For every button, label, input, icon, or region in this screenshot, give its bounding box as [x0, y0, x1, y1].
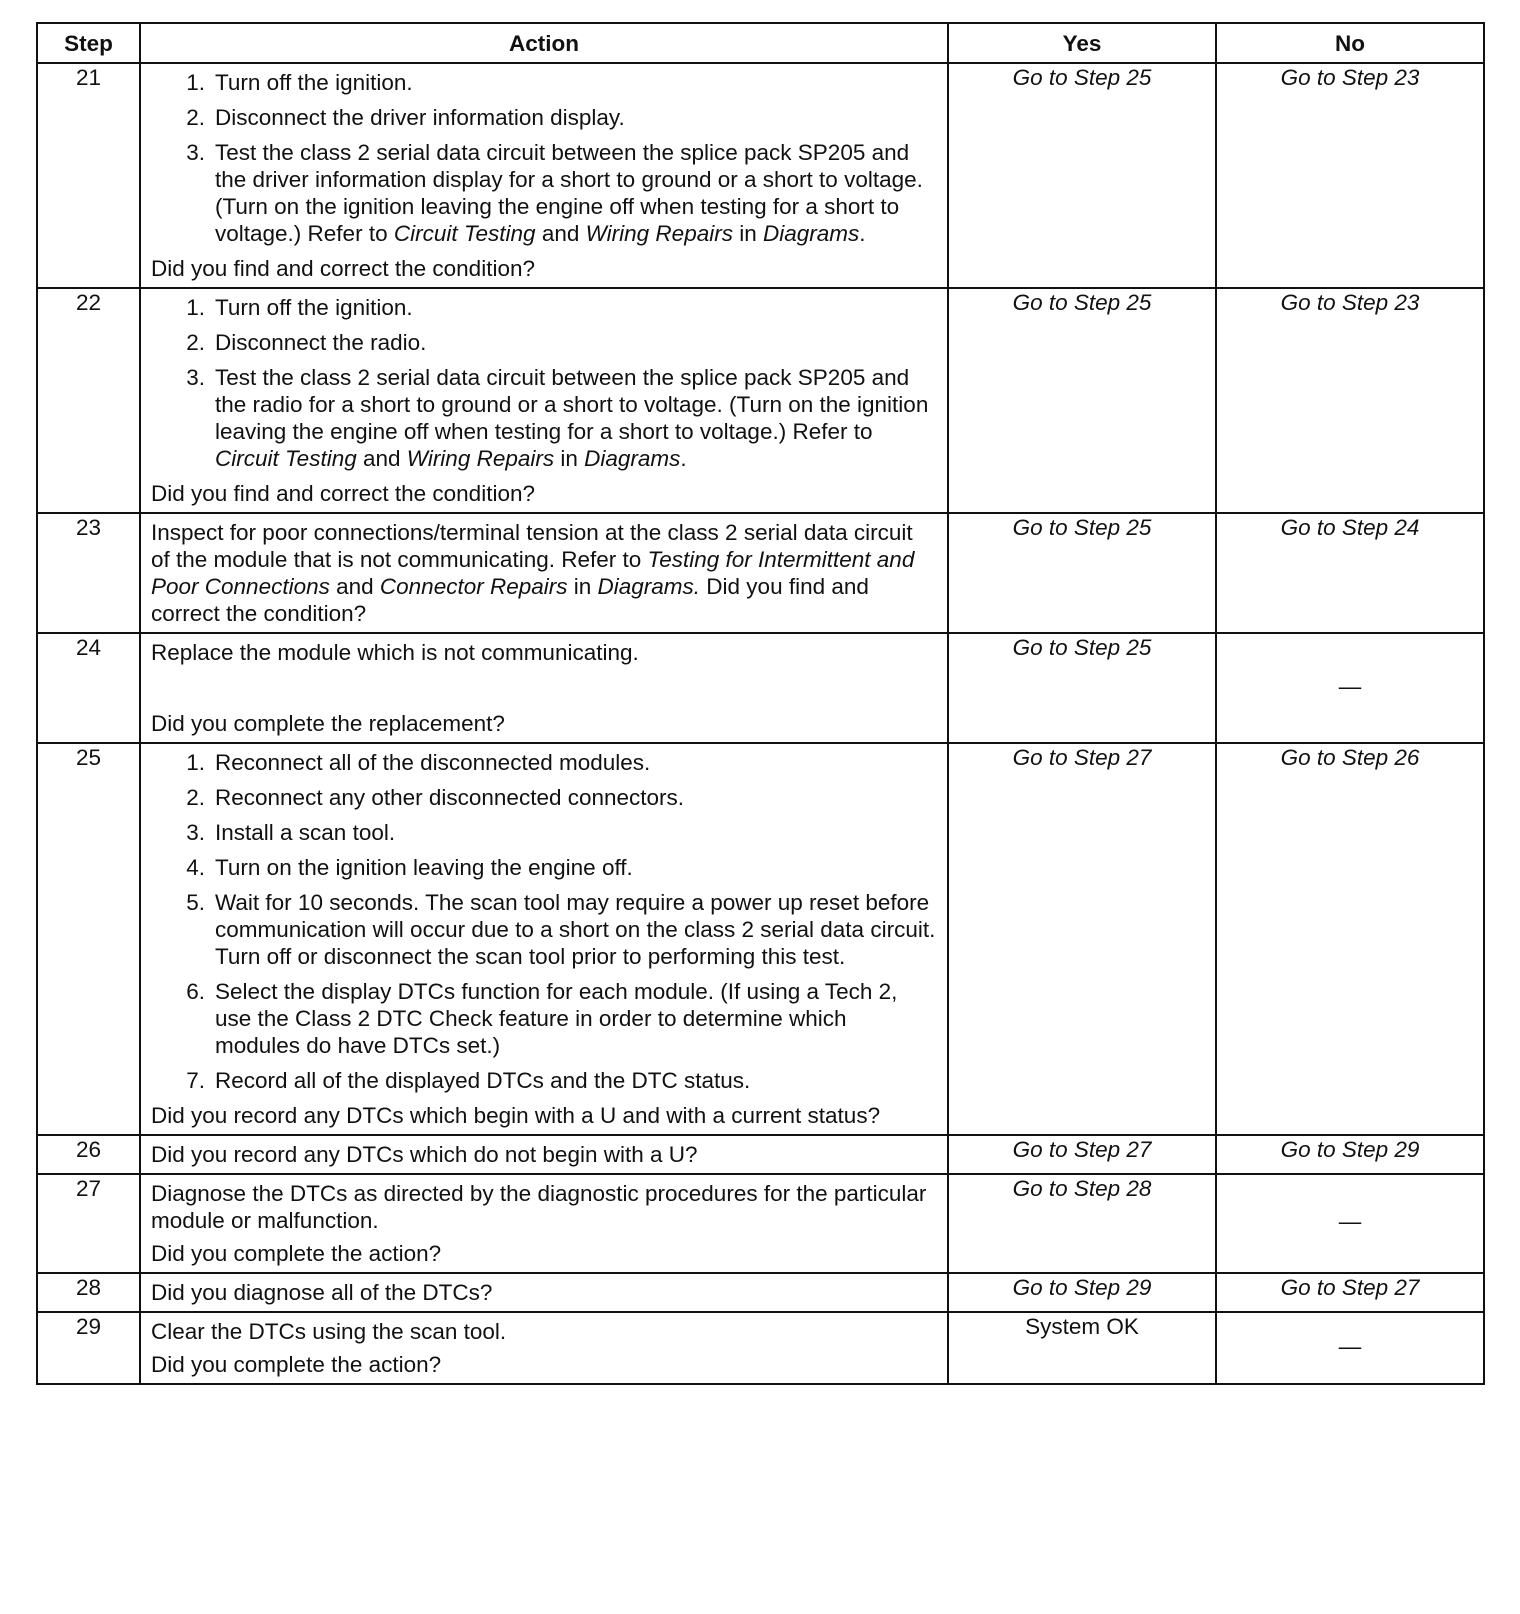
action-list [151, 294, 937, 472]
action-text [151, 519, 937, 627]
action-cell [140, 513, 948, 633]
item-number: 6. [186, 979, 205, 1004]
no-result: — [1216, 1312, 1484, 1384]
item-text: in [554, 446, 585, 471]
item-text: Reconnect all of the disconnected modules. [215, 750, 651, 775]
yes-result: Go to Step 29 [948, 1273, 1216, 1312]
list-item [151, 69, 937, 96]
item-text: Disconnect the driver information display. [215, 105, 625, 130]
list-item [151, 294, 937, 321]
action-cell [140, 288, 948, 513]
table-row-step-29 [37, 1312, 1484, 1384]
step-number: 23 [37, 513, 140, 633]
question-text: Did you find and correct the condition? [151, 256, 535, 281]
step-number: 29 [37, 1312, 140, 1384]
item-text: Turn off the ignition. [215, 70, 413, 95]
item-text: Inspect for poor connections/terminal tension at the class 2 serial data circuit of the module that is not communicating. Refer to [151, 520, 913, 572]
item-text: in [732, 221, 763, 246]
question-text: Did you find and correct the condition? [151, 481, 535, 506]
action-text: Replace the module which is not communicating. [151, 640, 639, 665]
item-number: 4. [186, 855, 205, 880]
item-text: and [329, 574, 380, 599]
reference-wiring-repairs: Wiring Repairs [406, 446, 555, 471]
action-cell [140, 1174, 948, 1273]
reference-circuit-testing: Circuit Testing [215, 446, 357, 471]
question-text: Did you record any DTCs which begin with a U and with a current status? [151, 1103, 881, 1128]
action-cell [140, 1273, 948, 1312]
item-text: in [567, 574, 598, 599]
action-cell [140, 1135, 948, 1174]
action-cell [140, 63, 948, 288]
item-text: . [680, 446, 687, 471]
list-item [151, 889, 937, 970]
header-yes: Yes [948, 23, 1216, 63]
no-result: Go to Step 26 [1216, 743, 1484, 1135]
table-row-step-25 [37, 743, 1484, 1135]
header-no: No [1216, 23, 1484, 63]
item-number: 2. [186, 330, 205, 355]
item-text: Turn off the ignition. [215, 295, 413, 320]
item-number: 2. [186, 105, 205, 130]
item-text: Install a scan tool. [215, 820, 396, 845]
no-result: Go to Step 27 [1216, 1273, 1484, 1312]
list-item [151, 139, 937, 247]
table-row-step-27 [37, 1174, 1484, 1273]
reference-wiring-repairs: Wiring Repairs [585, 221, 733, 246]
item-number: 3. [186, 140, 205, 165]
table-row-step-26 [37, 1135, 1484, 1174]
question-text: Did you complete the replacement? [151, 711, 505, 736]
reference-diagrams: Diagrams [762, 221, 860, 246]
item-number: 3. [186, 820, 205, 845]
list-item [151, 364, 937, 472]
no-result: — [1216, 633, 1484, 743]
action-text: Diagnose the DTCs as directed by the diagnostic procedures for the particular module or malfunction. [151, 1181, 927, 1233]
reference-testing-intermittent: Testing for Intermittent and Poor Connections [151, 547, 915, 599]
yes-result: Go to Step 25 [948, 633, 1216, 743]
reference-diagrams: Diagrams [584, 446, 681, 471]
item-text: Turn on the ignition leaving the engine off. [215, 855, 633, 880]
no-result: Go to Step 23 [1216, 288, 1484, 513]
list-item [151, 819, 937, 846]
item-number: 7. [186, 1068, 205, 1093]
question-text: Did you complete the action? [151, 1352, 442, 1377]
step-number: 22 [37, 288, 140, 513]
reference-diagrams: Diagrams. [597, 574, 701, 599]
action-list [151, 749, 937, 1094]
no-result: Go to Step 29 [1216, 1135, 1484, 1174]
list-item [151, 854, 937, 881]
list-item [151, 749, 937, 776]
no-result: Go to Step 23 [1216, 63, 1484, 288]
question-text: Did you record any DTCs which do not begin with a U? [151, 1142, 698, 1167]
question-text: Did you diagnose all of the DTCs? [151, 1280, 493, 1305]
item-number: 3. [186, 365, 205, 390]
step-number: 21 [37, 63, 140, 288]
table-row-step-28 [37, 1273, 1484, 1312]
diagnostic-procedure-document [36, 22, 1483, 1385]
item-text: and [535, 221, 586, 246]
question-text: Did you complete the action? [151, 1241, 442, 1266]
item-text: Select the display DTCs function for each module. (If using a Tech 2, use the Class 2 DTC Check feature in order to determine which modules do have DTCs set.) [215, 979, 898, 1058]
yes-result: Go to Step 25 [948, 288, 1216, 513]
action-text: Clear the DTCs using the scan tool. [151, 1319, 507, 1344]
table-header-row [37, 23, 1484, 63]
table-row-step-24 [37, 633, 1484, 743]
step-number: 24 [37, 633, 140, 743]
table-row-step-22 [37, 288, 1484, 513]
question-text: Did you find and correct the condition? [151, 574, 869, 626]
list-item [151, 104, 937, 131]
no-result: Go to Step 24 [1216, 513, 1484, 633]
item-text: Disconnect the radio. [215, 330, 427, 355]
table-row-step-21 [37, 63, 1484, 288]
no-result: — [1216, 1174, 1484, 1273]
item-number: 1. [186, 70, 205, 95]
yes-result: System OK [948, 1312, 1216, 1384]
list-item [151, 978, 937, 1059]
action-list [151, 69, 937, 247]
item-number: 1. [186, 295, 205, 320]
list-item [151, 1067, 937, 1094]
yes-result: Go to Step 25 [948, 63, 1216, 288]
action-cell [140, 743, 948, 1135]
reference-circuit-testing: Circuit Testing [393, 221, 536, 246]
step-number: 28 [37, 1273, 140, 1312]
diagnostic-steps-table [36, 22, 1485, 1385]
action-cell [140, 1312, 948, 1384]
item-text: Reconnect any other disconnected connectors. [215, 785, 685, 810]
step-number: 25 [37, 743, 140, 1135]
list-item [151, 784, 937, 811]
step-number: 27 [37, 1174, 140, 1273]
yes-result: Go to Step 27 [948, 743, 1216, 1135]
header-step: Step [37, 23, 140, 63]
item-text: Test the class 2 serial data circuit between the splice pack SP205 and the radio for a short to ground or a short to voltage. (Turn on the ignition leaving the engine off when testing for a short to voltage.) Refer to [215, 365, 929, 444]
item-text: and [356, 446, 407, 471]
item-number: 2. [186, 785, 205, 810]
list-item [151, 329, 937, 356]
item-number: 1. [186, 750, 205, 775]
item-number: 5. [186, 890, 205, 915]
item-text: Record all of the displayed DTCs and the DTC status. [215, 1068, 751, 1093]
header-action: Action [140, 23, 948, 63]
item-text: Test the class 2 serial data circuit between the splice pack SP205 and the driver information display for a short to ground or a short to voltage. (Turn on the ignition leaving the engine off when testing for a short to voltage.) Refer to [215, 140, 923, 246]
yes-result: Go to Step 25 [948, 513, 1216, 633]
reference-connector-repairs: Connector Repairs [379, 574, 568, 599]
spacer [151, 666, 937, 710]
item-text: Wait for 10 seconds. The scan tool may require a power up reset before communication will occur due to a short on the class 2 serial data circuit. Turn off or disconnect the scan tool prior to performing this test. [215, 890, 936, 969]
action-cell [140, 633, 948, 743]
yes-result: Go to Step 27 [948, 1135, 1216, 1174]
yes-result: Go to Step 28 [948, 1174, 1216, 1273]
item-text: . [859, 221, 866, 246]
table-row-step-23 [37, 513, 1484, 633]
step-number: 26 [37, 1135, 140, 1174]
